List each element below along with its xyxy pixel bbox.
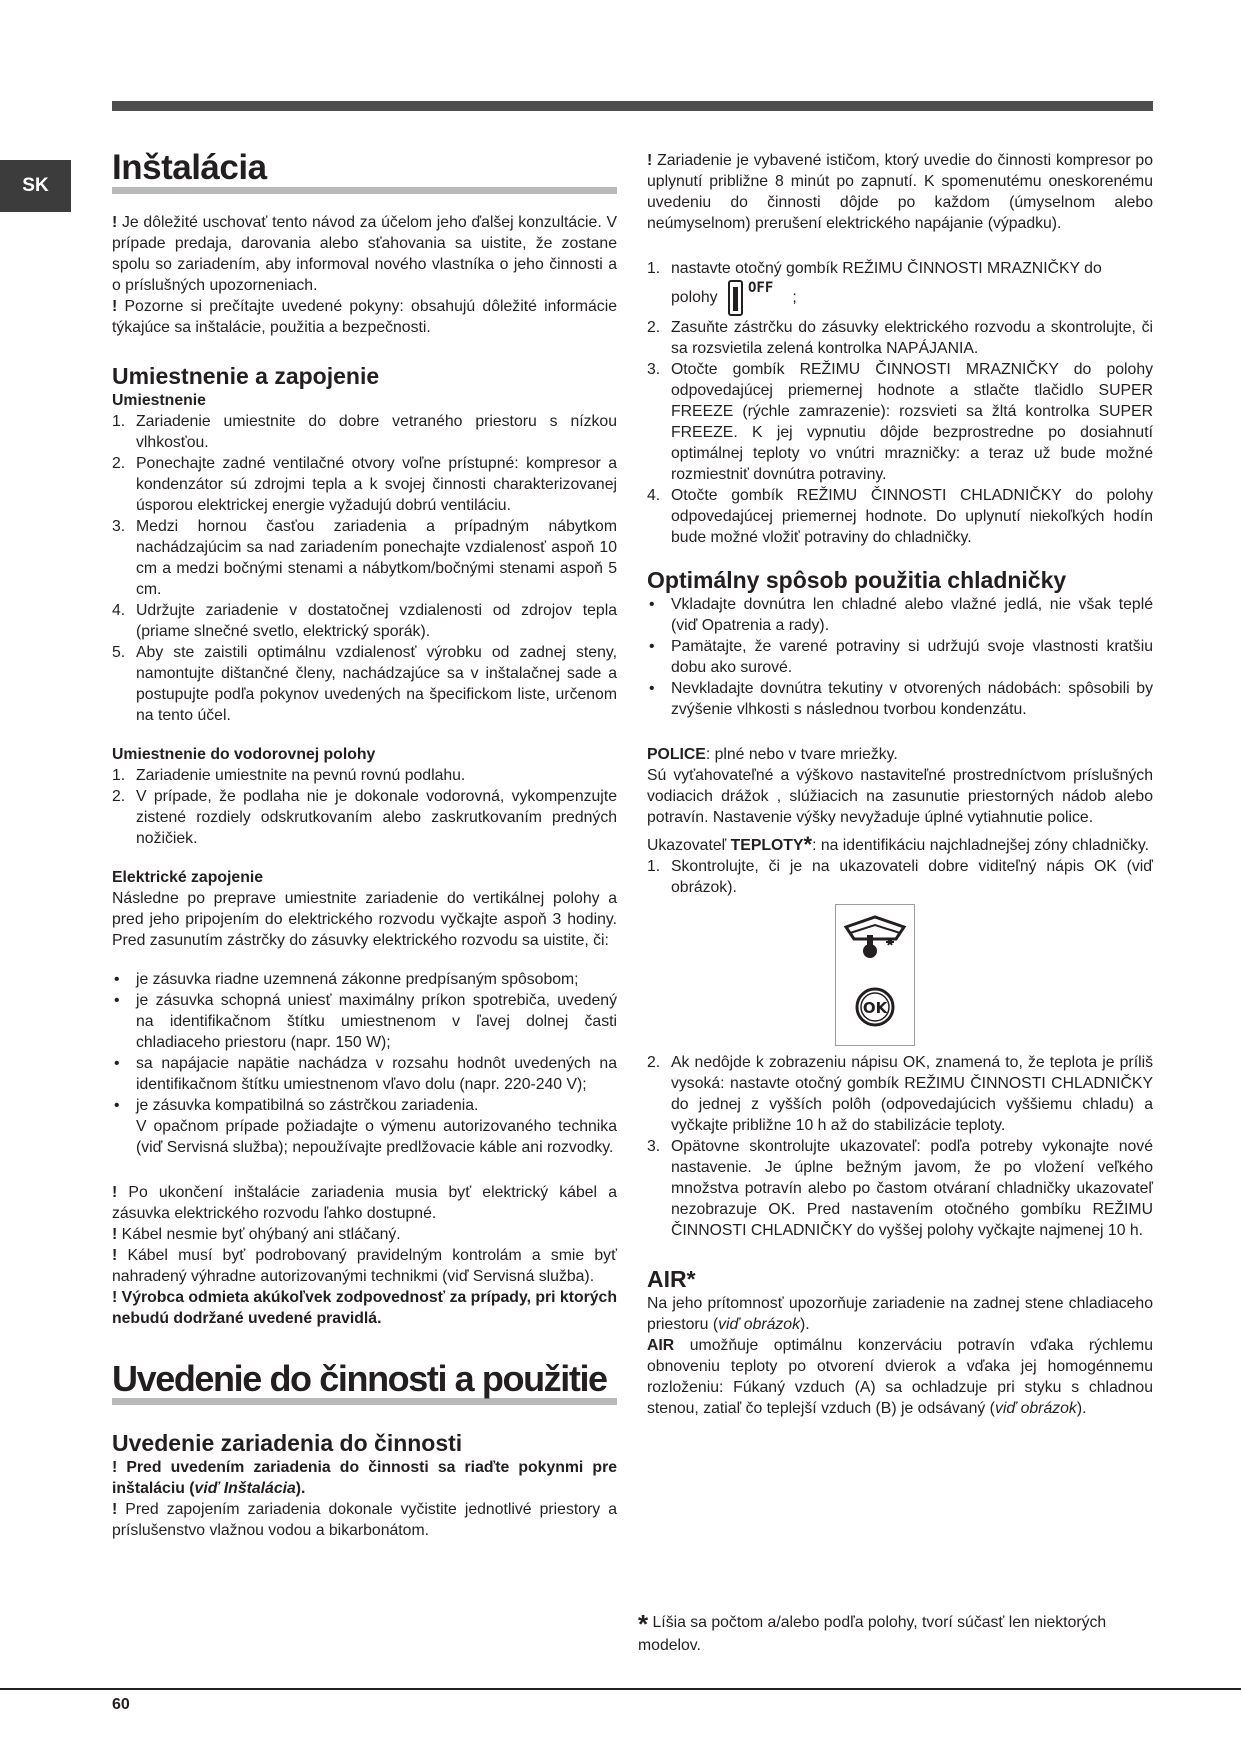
breaker-note: ! Zariadenie je vybavené ističom, ktorý uvedie do činnosti kompresor po uplynutí približne 8 minút po zapnutí. K spomenutému oneskorenému uvedeniu do činnosti dôjde po každom (úmyselnom alebo neúmyselnom) prerušení elektrického napájanie (výpadku). (647, 152, 1154, 232)
title-underline (112, 187, 617, 194)
list-item: • Vkladajte dovnútra len chladné alebo vlažné jedlá, nie však teplé (viď Opatrenia a rady). (649, 596, 1153, 634)
page-number: 60 (112, 1696, 130, 1713)
air-presence: Na jeho prítomnosť upozorňuje zariadenie na zadnej stene chladiaceho priestoru (viď obrázok). (647, 1295, 1153, 1333)
header-rule (112, 101, 1153, 111)
level-list (112, 765, 617, 849)
air-description: AIR umožňuje optimálnu konzerváciu potravín vďaka rýchlemu obnoveniu teploty po otvorení dvierok a vďaka jej homogénnemu rozloženiu: Fúkaný vzduch (A) sa ochladzuje pri styku s chladnou stenou, zatiaľ čo teplejší vzduch (B) je odsávaný (viď obrázok). (647, 1337, 1153, 1417)
right-column (647, 150, 1153, 1419)
warning-2: ! Kábel nesmie byť ohýbaný ani stláčaný. (112, 1226, 401, 1243)
section-installation (112, 148, 617, 194)
list-item: • Nevkladajte dovnútra tekutiny v otvorených nádobách: spôsobili by zvýšenie vlhkosti s následnou tvorbou kondenzátu. (649, 680, 1153, 718)
heading-placement: Umiestnenie a zapojenie (112, 363, 380, 389)
warning-3: ! Kábel musí byť podrobovaný pravidelným kontrolám a smie byť nahradený výhradne autorizovanými technikmi (viď Servisná služba). (112, 1247, 618, 1285)
optimal-use-list (647, 594, 1153, 720)
list-item: 2. Ponechajte zadné ventilačné otvory voľne prístupné: kompresor a kondenzátor sú zdrojmi tepla a k svojej činnosti charakterizovanej úsporou elektrickej energie vyžadujú dobrú ventiláciu. (112, 455, 617, 514)
indicator-snowflake-icon (846, 917, 904, 958)
temperature-indicator-intro: Ukazovateľ TEPLOTY*: na identifikáciu najchladnejšej zóny chladničky. (647, 832, 1149, 857)
list-item: 1. Zariadenie umiestnite na pevnú rovnú podlahu. (112, 767, 466, 784)
list-item: • je zásuvka schopná uniesť maximálny príkon spotrebiča, uvedený na identifikačnom štítku umiestnenom v ľavej dolnej časti chladiaceho priestoru (napr. 150 W); (114, 992, 617, 1051)
list-item: 2. Ak nedôjde k zobrazeniu nápisu OK, znamená to, že teplota je príliš vysoká: nastavte otočný gombík REŽIMU ČINNOSTI CHLADNIČKY do jednej z vyšších polôh (odpovedajúcich vyššiemu chladu) a vyčkajte približne 10 h až do stabilizácie teploty. (647, 1054, 1153, 1134)
list-item: • je zásuvka kompatibilná so zástrčkou zariadenia. V opačnom prípade požiadajte o výmenu autorizovaného technika (viď Servisná služba); nepoužívajte predlžovacie káble ani rozvodky. (114, 1097, 617, 1156)
heading-air: AIR* (647, 1266, 696, 1292)
footer-rule (0, 1688, 1241, 1690)
temperature-indicator-figure (835, 904, 915, 1046)
list-item: 4. Udržujte zariadenie v dostatočnej vzdialenosti od zdrojov tepla (priame slnečné svetlo, elektrický sporák). (112, 602, 617, 640)
ok-label: OK (862, 999, 888, 1017)
list-item: 2. V prípade, že podlaha nie je dokonale vodorovná, vykompenzujte zistené rozdiely odskrutkovaním alebo zaskrutkovaním predných nožičiek. (112, 788, 617, 847)
title-start-and-use: Uvedenie do činnosti a použitie (112, 1358, 607, 1399)
warning-1: ! Po ukončení inštalácie zariadenia musia byť elektrický kábel a zásuvka elektrického rozvodu ľahko dostupné. (112, 1184, 617, 1222)
intro-paragraph-2: ! Pozorne si prečítajte uvedené pokyny: obsahujú dôležité informácie týkajúce sa inštalácie, použitia a bezpečnosti. (112, 298, 617, 336)
start-steps-list (647, 258, 1153, 548)
shelves-label-line: POLICE: plné nebo v tvare mriežky. (647, 746, 898, 763)
off-label: OFF (747, 280, 774, 296)
section-start-and-use (112, 1359, 617, 1405)
shelves-description: Sú vyťahovateľné a výškovo nastaviteľné prostredníctvom príslušných vodiacich drážok , slúžiacich na zasunutie priestorných nádob alebo potravín. Nastavenie výšky nevyžaduje úplné vytiahnutie police. (647, 767, 1153, 826)
subheading-placement: Umiestnenie (112, 392, 206, 409)
list-item: 3. Opätovne skontrolujte ukazovateľ: podľa potreby vykonajte nové nastavenie. Je úplne bežným javom, že po vložení veľkého množstva potravín alebo po častom otváraní chladničky ukazovateľ nezobrazuje OK. Pred nastavením otočného gombíku REŽIMU ČINNOSTI CHLADNIČKY do vyššej polohy vyčkajte najmenej 10 h. (647, 1138, 1153, 1239)
temperature-list (647, 856, 1153, 898)
list-item: 1. Zariadenie umiestnite do dobre vetraného priestoru s nízkou vlhkosťou. (112, 413, 617, 451)
left-column (112, 148, 617, 1541)
list-item: 4. Otočte gombík REŽIMU ČINNOSTI CHLADNIČKY do polohy odpovedajúcej priemernej hodnote. Do uplynutí niekoľkých hodín bude možné vložiť potraviny do chladničky. (647, 487, 1153, 546)
list-item: 3. Otočte gombík REŽIMU ČINNOSTI MRAZNIČKY do polohy odpovedajúcej priemernej hodnote a stlačte tlačidlo SUPER FREEZE (rýchle zamrazenie): rozsvieti sa žltá kontrolka SUPER FREEZE. K jej vypnutiu dôjde bezprostredne po dosiahnutí optimálnej teploty vo vnútri mrazničky: a teraz už bude možné rozmiestniť dovnútra potraviny. (647, 361, 1153, 483)
footnote: * Líšia sa počtom a/alebo podľa polohy, tvorí súčasť len niektorých modelov. (638, 1609, 1107, 1654)
ok-icon (857, 989, 893, 1025)
warning-4: ! Výrobca odmieta akúkoľvek zodpovednosť za prípady, pri ktorých nebudú dodržané uvedené pravidlá. (112, 1289, 617, 1327)
subheading-electric: Elektrické zapojenie (112, 869, 264, 886)
list-item: 5. Aby ste zaistili optimálnu vzdialenosť výrobku od zadnej steny, namontujte dištančné členy, nachádzajúce sa v inštalačnej sade a postupujte podľa pokynov uvedených na špecifickom liste, určenom na tento účel. (112, 644, 617, 724)
title-underline (112, 1398, 617, 1405)
heading-optimal-use: Optimálny spôsob použitia chladničky (647, 567, 1067, 593)
off-position-icon (726, 279, 784, 317)
title-installation: Inštalácia (112, 148, 267, 187)
temperature-list-continued (647, 1052, 1153, 1241)
start-cleaning: ! Pred zapojením zariadenia dokonale vyčistite jednotlivé priestory a príslušenstvo vlažnou vodou a bikarbonátom. (112, 1501, 618, 1539)
placement-list (112, 411, 617, 726)
list-item: • sa napájacie napätie nachádza v rozsahu hodnôt uvedených na identifikačnom štítku umiestnenom vľavo dolu (napr. 220-240 V); (114, 1055, 617, 1093)
language-tab: SK (0, 160, 71, 212)
list-item: • je zásuvka riadne uzemnená zákonne predpísaným spôsobom; (114, 971, 579, 988)
subheading-level: Umiestnenie do vodorovnej polohy (112, 746, 376, 763)
list-item: 3. Medzi hornou časťou zariadenia a prípadným nábytkom nachádzajúcim sa nad zariadením ponechajte vzdialenosť aspoň 10 cm a medzi bočnými stenami a nábytkom/bočnými stenami aspoň 5 cm. (112, 518, 617, 598)
start-instruction: ! Pred uvedením zariadenia do činnosti sa riaďte pokynmi pre inštaláciu (viď Inštalácia). (112, 1459, 618, 1497)
list-item: • Pamätajte, že varené potraviny si udržujú svoje vlastnosti kratšiu dobu ako surové. (649, 638, 1153, 676)
electric-list (112, 969, 617, 1158)
list-item: 1. Skontrolujte, či je na ukazovateli dobre viditeľný nápis OK (viď obrázok). (647, 858, 1153, 896)
list-item: 1. nastavte otočný gombík REŽIMU ČINNOSTI MRAZNIČKY do polohy OFF ; (647, 258, 1153, 317)
electric-intro: Následne po preprave umiestnite zariadenie do vertikálnej polohy a pred jeho pripojením do elektrického rozvodu vyčkajte aspoň 3 hodiny. Pred zasunutím zástrčky do zásuvky elektrického rozvodu sa uistite, či: (112, 890, 617, 949)
intro-paragraph-1: ! Je dôležité uschovať tento návod za účelom jeho ďalšej konzultácie. V prípade predaja, darovania alebo sťahovania sa uistite, že zostane spolu so zariadením, aby informoval nového vlastníka o jeho činnosti a o príslušných upozorneniach. (112, 214, 617, 294)
heading-start: Uvedenie zariadenia do činnosti (112, 1430, 463, 1456)
list-item: 2. Zasuňte zástrčku do zásuvky elektrického rozvodu a skontrolujte, či sa rozsvietila zelená kontrolka NAPÁJANIA. (647, 319, 1153, 357)
